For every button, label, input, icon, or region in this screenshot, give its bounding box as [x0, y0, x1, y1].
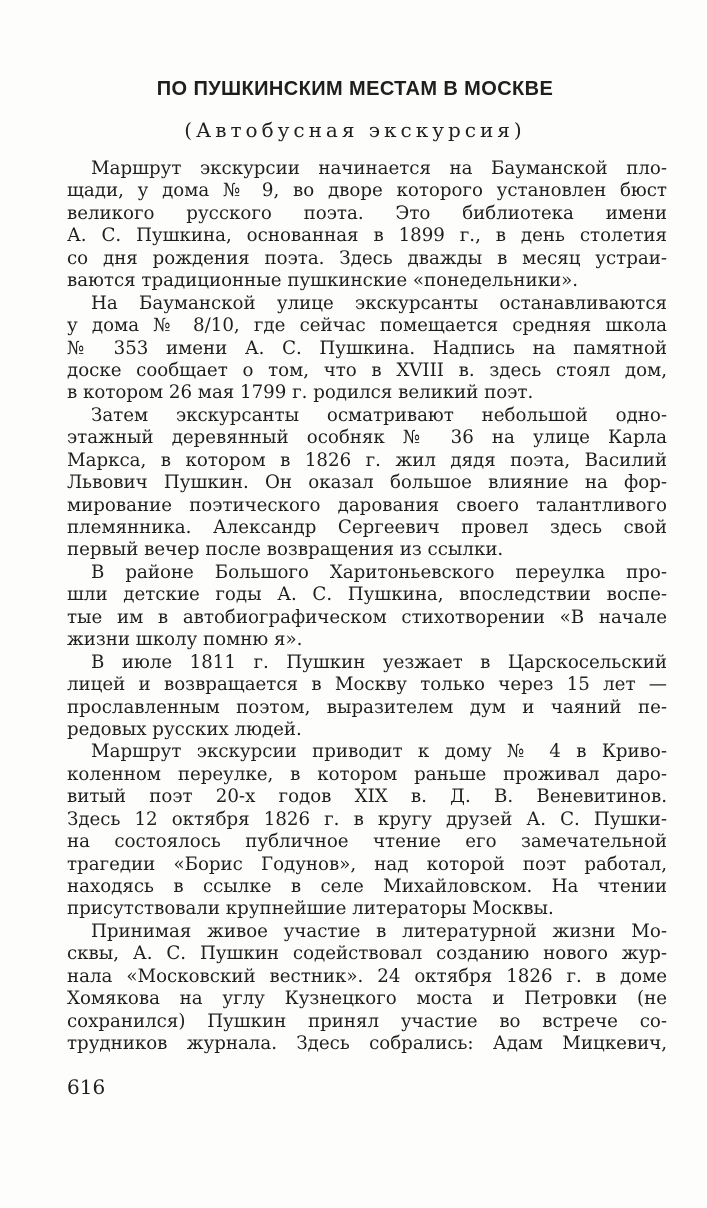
- text-line: витый поэт 20-х годов XIX в. Д. В. Веневитинов.: [67, 786, 667, 808]
- text-line: щади, у дома № 9, во дворе которого установлен бюст: [67, 180, 667, 202]
- text-line: № 353 имени А. С. Пушкина. Надпись на памятной: [67, 337, 667, 359]
- text-line: А. С. Пушкина, основанная в 1899 г., в день столетия: [67, 225, 667, 247]
- text-line: на состоялось публичное чтение его замечательной: [67, 831, 667, 853]
- text-line: Маршрут экскурсии начинается на Бауманской пло-: [91, 158, 667, 179]
- text-line: редовых русских людей.: [67, 718, 302, 740]
- text-line: На Бауманской улице экскурсанты останавливаются: [91, 292, 667, 314]
- text-line: великого русского поэта. Это библиотека имени: [67, 202, 667, 224]
- text-line: шли детские годы А. С. Пушкина, впоследствии воспе-: [67, 584, 667, 606]
- text-line: В июле 1811 г. Пушкин уезжает в Царскосельский: [91, 651, 667, 673]
- text-line: сквы, А. С. Пушкин содействовал созданию нового жур-: [67, 943, 667, 965]
- text-line: тые им в автобиографическом стихотворении «В начале: [67, 606, 667, 628]
- text-line: племянника. Александр Сергеевич провел здесь свой: [67, 517, 667, 538]
- text-line: сохранился) Пушкин принял участие во встрече со-: [67, 1010, 667, 1032]
- text-line: ваются традиционные пушкинские «понедельники».: [67, 270, 579, 292]
- text-line: Здесь 12 октября 1826 г. в кругу друзей А. С. Пушки-: [67, 808, 667, 830]
- text-line: коленном переулке, в котором раньше проживал даро-: [67, 763, 667, 785]
- text-line: Маршрут экскурсии приводит к дому № 4 в Криво-: [91, 741, 667, 763]
- text-line: лицей и возвращается в Москву только через 15 лет —: [67, 674, 667, 696]
- body-text: [67, 158, 667, 1056]
- text-line: Затем экскурсанты осматривают небольшой одно-: [91, 404, 667, 426]
- page-title: ПО ПУШКИНСКИМ МЕСТАМ В МОСКВЕ: [156, 78, 554, 100]
- text-line: Хомякова на углу Кузнецкого моста и Петровки (не: [67, 988, 667, 1010]
- text-line: трагедии «Борис Годунов», над которой поэт работал,: [67, 853, 667, 875]
- text-line: доске сообщает о том, что в XVIII в. здесь стоял дом,: [67, 359, 667, 381]
- text-line: этажный деревянный особняк № 36 на улице Карла: [67, 427, 667, 449]
- text-line: Львович Пушкин. Он оказал большое влияние на фор-: [67, 472, 667, 494]
- text-line: со дня рождения поэта. Здесь дважды в месяц устраи-: [67, 247, 667, 269]
- text-line: мирование поэтического дарования своего талантливого: [67, 494, 667, 516]
- text-line: трудников журнала. Здесь собрались: Адам Мицкевич,: [67, 1033, 667, 1055]
- text-line: в котором 26 мая 1799 г. родился великий поэт.: [67, 382, 534, 404]
- page-number: 616: [67, 1075, 106, 1099]
- text-line: нала «Московский вестник». 24 октября 1826 г. в доме: [67, 965, 667, 987]
- text-line: В районе Большого Харитоньевского переулка про-: [91, 561, 667, 583]
- text-line: присутствовали крупнейшие литераторы Москвы.: [67, 898, 554, 920]
- text-line: Принимая живое участие в литературной жизни Мо-: [91, 920, 667, 942]
- text-line: прославленным поэтом, выразителем дум и чаяний пе-: [67, 696, 667, 718]
- text-line: у дома № 8/10, где сейчас помещается средняя школа: [67, 315, 667, 337]
- text-line: находясь в ссылке в селе Михайловском. На чтении: [67, 876, 667, 897]
- page-subtitle: (Автобусная экскурсия): [184, 118, 526, 142]
- text-line: Маркса, в котором в 1826 г. жил дядя поэта, Василий: [67, 449, 667, 471]
- text-line: жизни школу помню я».: [67, 629, 303, 651]
- text-line: первый вечер после возвращения из ссылки.: [67, 539, 504, 561]
